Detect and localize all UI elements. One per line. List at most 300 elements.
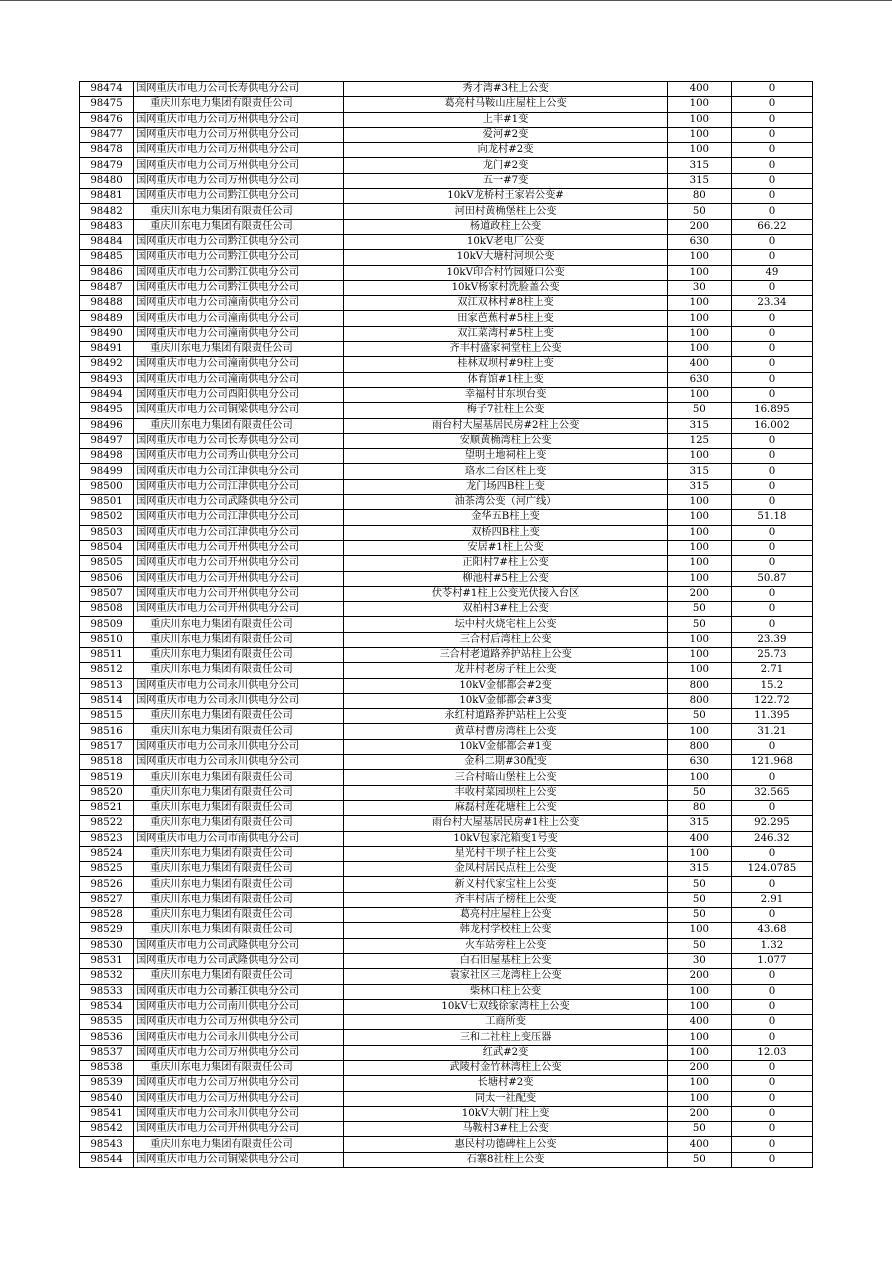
company-cell: 国网重庆市电力公司万州供电分公司 bbox=[134, 1015, 344, 1030]
row-id-cell: 98530 bbox=[80, 938, 134, 953]
table-row bbox=[80, 387, 813, 402]
value-cell: 1.077 bbox=[731, 953, 812, 968]
value-cell: 0 bbox=[731, 1137, 812, 1152]
capacity-cell: 400 bbox=[667, 831, 731, 846]
station-cell: 葛亮村马鞍山庄屋柱上公变 bbox=[344, 97, 667, 112]
company-cell: 重庆川东电力集团有限责任公司 bbox=[134, 816, 344, 831]
row-id-cell: 98525 bbox=[80, 862, 134, 877]
company-cell: 国网重庆市电力公司永川供电分公司 bbox=[134, 678, 344, 693]
row-id-cell: 98514 bbox=[80, 693, 134, 708]
station-cell: 火车站旁柱上公变 bbox=[344, 938, 667, 953]
company-cell: 国网重庆市电力公司江津供电分公司 bbox=[134, 510, 344, 525]
station-cell: 白石旧屋基柱上公变 bbox=[344, 953, 667, 968]
capacity-table bbox=[79, 81, 813, 1168]
capacity-cell: 200 bbox=[667, 969, 731, 984]
row-id-cell: 98487 bbox=[80, 280, 134, 295]
company-cell: 重庆川东电力集团有限责任公司 bbox=[134, 724, 344, 739]
row-id-cell: 98488 bbox=[80, 296, 134, 311]
capacity-cell: 50 bbox=[667, 403, 731, 418]
capacity-cell: 100 bbox=[667, 571, 731, 586]
value-cell: 0 bbox=[731, 800, 812, 815]
capacity-cell: 630 bbox=[667, 372, 731, 387]
table-row bbox=[80, 969, 813, 984]
value-cell: 0 bbox=[731, 846, 812, 861]
table-row bbox=[80, 709, 813, 724]
table-row bbox=[80, 800, 813, 815]
station-cell: 雨台村大屋基居民房#2柱上公变 bbox=[344, 418, 667, 433]
station-cell: 金凤村居民点柱上公变 bbox=[344, 862, 667, 877]
capacity-cell: 100 bbox=[667, 250, 731, 265]
row-id-cell: 98537 bbox=[80, 1045, 134, 1060]
row-id-cell: 98513 bbox=[80, 678, 134, 693]
table-row bbox=[80, 418, 813, 433]
table-row bbox=[80, 953, 813, 968]
table-row bbox=[80, 372, 813, 387]
station-cell: 三合村后湾柱上公变 bbox=[344, 632, 667, 647]
company-cell: 国网重庆市电力公司铜梁供电分公司 bbox=[134, 1152, 344, 1167]
row-id-cell: 98483 bbox=[80, 219, 134, 234]
capacity-cell: 100 bbox=[667, 525, 731, 540]
company-cell: 国网重庆市电力公司开州供电分公司 bbox=[134, 1122, 344, 1137]
row-id-cell: 98534 bbox=[80, 999, 134, 1014]
value-cell: 0 bbox=[731, 464, 812, 479]
row-id-cell: 98476 bbox=[80, 112, 134, 127]
value-cell: 0 bbox=[731, 1152, 812, 1167]
station-cell: 麻磊村莲花塘柱上公变 bbox=[344, 800, 667, 815]
table-row bbox=[80, 1030, 813, 1045]
value-cell: 0 bbox=[731, 586, 812, 601]
capacity-cell: 800 bbox=[667, 739, 731, 754]
station-cell: 10kV大塘村河坝公变 bbox=[344, 250, 667, 265]
capacity-cell: 100 bbox=[667, 97, 731, 112]
value-cell: 0 bbox=[731, 739, 812, 754]
table-row bbox=[80, 938, 813, 953]
row-id-cell: 98517 bbox=[80, 739, 134, 754]
value-cell: 122.72 bbox=[731, 693, 812, 708]
value-cell: 0 bbox=[731, 342, 812, 357]
capacity-cell: 100 bbox=[667, 1091, 731, 1106]
station-cell: 龙门#2变 bbox=[344, 158, 667, 173]
value-cell: 0 bbox=[731, 999, 812, 1014]
company-cell: 国网重庆市电力公司武隆供电分公司 bbox=[134, 495, 344, 510]
company-cell: 重庆川东电力集团有限责任公司 bbox=[134, 342, 344, 357]
capacity-cell: 100 bbox=[667, 770, 731, 785]
value-cell: 0 bbox=[731, 204, 812, 219]
value-cell: 2.91 bbox=[731, 892, 812, 907]
row-id-cell: 98496 bbox=[80, 418, 134, 433]
capacity-cell: 315 bbox=[667, 464, 731, 479]
value-cell: 49 bbox=[731, 265, 812, 280]
row-id-cell: 98527 bbox=[80, 892, 134, 907]
station-cell: 五一#7变 bbox=[344, 173, 667, 188]
table-row bbox=[80, 403, 813, 418]
table-row bbox=[80, 464, 813, 479]
station-cell: 红武#2变 bbox=[344, 1045, 667, 1060]
table-row bbox=[80, 357, 813, 372]
row-id-cell: 98482 bbox=[80, 204, 134, 219]
value-cell: 0 bbox=[731, 189, 812, 204]
station-cell: 10kV七双线徐家湾柱上公变 bbox=[344, 999, 667, 1014]
station-cell: 雨台村大屋基居民房#1柱上公变 bbox=[344, 816, 667, 831]
row-id-cell: 98523 bbox=[80, 831, 134, 846]
table-row bbox=[80, 311, 813, 326]
capacity-cell: 50 bbox=[667, 204, 731, 219]
station-cell: 新义村代家宝柱上公变 bbox=[344, 877, 667, 892]
station-cell: 韩龙村学校柱上公变 bbox=[344, 923, 667, 938]
station-cell: 石寨8社柱上公变 bbox=[344, 1152, 667, 1167]
company-cell: 国网重庆市电力公司开州供电分公司 bbox=[134, 571, 344, 586]
station-cell: 伏苓村#1柱上公变光伏接入台区 bbox=[344, 586, 667, 601]
table-row bbox=[80, 342, 813, 357]
row-id-cell: 98490 bbox=[80, 326, 134, 341]
capacity-cell: 315 bbox=[667, 479, 731, 494]
value-cell: 0 bbox=[731, 617, 812, 632]
company-cell: 国网重庆市电力公司开州供电分公司 bbox=[134, 540, 344, 555]
table-row bbox=[80, 326, 813, 341]
company-cell: 国网重庆市电力公司潼南供电分公司 bbox=[134, 311, 344, 326]
row-id-cell: 98508 bbox=[80, 602, 134, 617]
company-cell: 国网重庆市电力公司开州供电分公司 bbox=[134, 556, 344, 571]
capacity-cell: 100 bbox=[667, 510, 731, 525]
value-cell: 0 bbox=[731, 969, 812, 984]
company-cell: 国网重庆市电力公司铜梁供电分公司 bbox=[134, 403, 344, 418]
station-cell: 10kV金郁都会#1变 bbox=[344, 739, 667, 754]
capacity-cell: 100 bbox=[667, 540, 731, 555]
capacity-cell: 400 bbox=[667, 82, 731, 97]
company-cell: 重庆川东电力集团有限责任公司 bbox=[134, 418, 344, 433]
value-cell: 0 bbox=[731, 540, 812, 555]
capacity-cell: 315 bbox=[667, 158, 731, 173]
value-cell: 66.22 bbox=[731, 219, 812, 234]
row-id-cell: 98502 bbox=[80, 510, 134, 525]
table-row bbox=[80, 1106, 813, 1121]
capacity-cell: 80 bbox=[667, 800, 731, 815]
station-cell: 金科二期#30配变 bbox=[344, 755, 667, 770]
company-cell: 重庆川东电力集团有限责任公司 bbox=[134, 647, 344, 662]
station-cell: 安顺黄桷湾柱上公变 bbox=[344, 433, 667, 448]
capacity-cell: 100 bbox=[667, 724, 731, 739]
table-row bbox=[80, 678, 813, 693]
table-row bbox=[80, 816, 813, 831]
row-id-cell: 98494 bbox=[80, 387, 134, 402]
row-id-cell: 98539 bbox=[80, 1076, 134, 1091]
table-row bbox=[80, 724, 813, 739]
capacity-cell: 400 bbox=[667, 357, 731, 372]
value-cell: 121.968 bbox=[731, 755, 812, 770]
capacity-cell: 100 bbox=[667, 846, 731, 861]
value-cell: 0 bbox=[731, 1015, 812, 1030]
station-cell: 三和二社柱上变压器 bbox=[344, 1030, 667, 1045]
station-cell: 柴林口柱上公变 bbox=[344, 984, 667, 999]
company-cell: 国网重庆市电力公司万州供电分公司 bbox=[134, 143, 344, 158]
table-row bbox=[80, 617, 813, 632]
row-id-cell: 98518 bbox=[80, 755, 134, 770]
company-cell: 国网重庆市电力公司永川供电分公司 bbox=[134, 1030, 344, 1045]
capacity-cell: 50 bbox=[667, 877, 731, 892]
table-row bbox=[80, 877, 813, 892]
row-id-cell: 98541 bbox=[80, 1106, 134, 1121]
value-cell: 92.295 bbox=[731, 816, 812, 831]
row-id-cell: 98529 bbox=[80, 923, 134, 938]
table-row bbox=[80, 127, 813, 142]
company-cell: 国网重庆市电力公司永川供电分公司 bbox=[134, 1106, 344, 1121]
company-cell: 重庆川东电力集团有限责任公司 bbox=[134, 709, 344, 724]
capacity-cell: 50 bbox=[667, 892, 731, 907]
table-row bbox=[80, 892, 813, 907]
row-id-cell: 98480 bbox=[80, 173, 134, 188]
capacity-cell: 100 bbox=[667, 127, 731, 142]
company-cell: 重庆川东电力集团有限责任公司 bbox=[134, 846, 344, 861]
row-id-cell: 98485 bbox=[80, 250, 134, 265]
company-cell: 国网重庆市电力公司长寿供电分公司 bbox=[134, 82, 344, 97]
value-cell: 0 bbox=[731, 234, 812, 249]
station-cell: 10kV老电厂公变 bbox=[344, 234, 667, 249]
value-cell: 0 bbox=[731, 479, 812, 494]
company-cell: 国网重庆市电力公司市南供电分公司 bbox=[134, 831, 344, 846]
station-cell: 金华五B柱上变 bbox=[344, 510, 667, 525]
station-cell: 星光村干坝子柱上公变 bbox=[344, 846, 667, 861]
company-cell: 国网重庆市电力公司黔江供电分公司 bbox=[134, 250, 344, 265]
station-cell: 三合村暗山堡柱上公变 bbox=[344, 770, 667, 785]
table-row bbox=[80, 219, 813, 234]
value-cell: 16.895 bbox=[731, 403, 812, 418]
value-cell: 0 bbox=[731, 1061, 812, 1076]
station-cell: 双江双林村#8柱上变 bbox=[344, 296, 667, 311]
row-id-cell: 98493 bbox=[80, 372, 134, 387]
company-cell: 重庆川东电力集团有限责任公司 bbox=[134, 892, 344, 907]
table-row bbox=[80, 525, 813, 540]
row-id-cell: 98512 bbox=[80, 663, 134, 678]
table-row bbox=[80, 189, 813, 204]
company-cell: 国网重庆市电力公司万州供电分公司 bbox=[134, 1076, 344, 1091]
station-cell: 正阳村7#柱上公变 bbox=[344, 556, 667, 571]
capacity-cell: 100 bbox=[667, 632, 731, 647]
row-id-cell: 98519 bbox=[80, 770, 134, 785]
row-id-cell: 98505 bbox=[80, 556, 134, 571]
row-id-cell: 98479 bbox=[80, 158, 134, 173]
value-cell: 0 bbox=[731, 82, 812, 97]
table-row bbox=[80, 265, 813, 280]
company-cell: 重庆川东电力集团有限责任公司 bbox=[134, 877, 344, 892]
value-cell: 1.32 bbox=[731, 938, 812, 953]
row-id-cell: 98504 bbox=[80, 540, 134, 555]
capacity-cell: 100 bbox=[667, 265, 731, 280]
value-cell: 2.71 bbox=[731, 663, 812, 678]
table-row bbox=[80, 556, 813, 571]
value-cell: 0 bbox=[731, 449, 812, 464]
company-cell: 重庆川东电力集团有限责任公司 bbox=[134, 1061, 344, 1076]
row-id-cell: 98492 bbox=[80, 357, 134, 372]
table-row bbox=[80, 158, 813, 173]
table-row bbox=[80, 204, 813, 219]
capacity-cell: 100 bbox=[667, 143, 731, 158]
company-cell: 重庆川东电力集团有限责任公司 bbox=[134, 219, 344, 234]
value-cell: 12.03 bbox=[731, 1045, 812, 1060]
row-id-cell: 98503 bbox=[80, 525, 134, 540]
table-row bbox=[80, 510, 813, 525]
table-row bbox=[80, 586, 813, 601]
row-id-cell: 98497 bbox=[80, 433, 134, 448]
capacity-cell: 50 bbox=[667, 617, 731, 632]
company-cell: 国网重庆市电力公司万州供电分公司 bbox=[134, 1091, 344, 1106]
value-cell: 246.32 bbox=[731, 831, 812, 846]
company-cell: 国网重庆市电力公司开州供电分公司 bbox=[134, 602, 344, 617]
value-cell: 0 bbox=[731, 1122, 812, 1137]
table-row bbox=[80, 831, 813, 846]
table-row bbox=[80, 663, 813, 678]
row-id-cell: 98543 bbox=[80, 1137, 134, 1152]
company-cell: 重庆川东电力集团有限责任公司 bbox=[134, 97, 344, 112]
value-cell: 25.73 bbox=[731, 647, 812, 662]
capacity-cell: 800 bbox=[667, 678, 731, 693]
capacity-cell: 50 bbox=[667, 1122, 731, 1137]
station-cell: 武陵村金竹林湾柱上公变 bbox=[344, 1061, 667, 1076]
station-cell: 幸福村甘东坝台变 bbox=[344, 387, 667, 402]
capacity-cell: 100 bbox=[667, 342, 731, 357]
value-cell: 50.87 bbox=[731, 571, 812, 586]
value-cell: 0 bbox=[731, 525, 812, 540]
table-row bbox=[80, 693, 813, 708]
company-cell: 重庆川东电力集团有限责任公司 bbox=[134, 632, 344, 647]
value-cell: 0 bbox=[731, 250, 812, 265]
value-cell: 0 bbox=[731, 984, 812, 999]
row-id-cell: 98481 bbox=[80, 189, 134, 204]
value-cell: 0 bbox=[731, 143, 812, 158]
company-cell: 重庆川东电力集团有限责任公司 bbox=[134, 204, 344, 219]
capacity-cell: 50 bbox=[667, 602, 731, 617]
row-id-cell: 98510 bbox=[80, 632, 134, 647]
company-cell: 国网重庆市电力公司潼南供电分公司 bbox=[134, 326, 344, 341]
station-cell: 10kV金郁都会#3变 bbox=[344, 693, 667, 708]
capacity-cell: 30 bbox=[667, 953, 731, 968]
table-row bbox=[80, 433, 813, 448]
value-cell: 0 bbox=[731, 433, 812, 448]
table-row bbox=[80, 632, 813, 647]
row-id-cell: 98515 bbox=[80, 709, 134, 724]
value-cell: 0 bbox=[731, 173, 812, 188]
row-id-cell: 98475 bbox=[80, 97, 134, 112]
company-cell: 国网重庆市电力公司潼南供电分公司 bbox=[134, 357, 344, 372]
capacity-cell: 100 bbox=[667, 999, 731, 1014]
row-id-cell: 98531 bbox=[80, 953, 134, 968]
company-cell: 国网重庆市电力公司黔江供电分公司 bbox=[134, 280, 344, 295]
table-row bbox=[80, 173, 813, 188]
company-cell: 国网重庆市电力公司万州供电分公司 bbox=[134, 112, 344, 127]
row-id-cell: 98478 bbox=[80, 143, 134, 158]
value-cell: 0 bbox=[731, 495, 812, 510]
station-cell: 工商所变 bbox=[344, 1015, 667, 1030]
table-row bbox=[80, 984, 813, 999]
station-cell: 永红村道路养护站柱上公变 bbox=[344, 709, 667, 724]
capacity-cell: 100 bbox=[667, 647, 731, 662]
table-row bbox=[80, 755, 813, 770]
table-row bbox=[80, 770, 813, 785]
row-id-cell: 98544 bbox=[80, 1152, 134, 1167]
value-cell: 0 bbox=[731, 326, 812, 341]
capacity-cell: 100 bbox=[667, 296, 731, 311]
value-cell: 0 bbox=[731, 372, 812, 387]
capacity-cell: 50 bbox=[667, 908, 731, 923]
row-id-cell: 98524 bbox=[80, 846, 134, 861]
row-id-cell: 98538 bbox=[80, 1061, 134, 1076]
value-cell: 32.565 bbox=[731, 785, 812, 800]
station-cell: 河田村黄桷堡柱上公变 bbox=[344, 204, 667, 219]
capacity-cell: 100 bbox=[667, 387, 731, 402]
table-row bbox=[80, 1076, 813, 1091]
page-top-rule bbox=[0, 0, 892, 1]
row-id-cell: 98507 bbox=[80, 586, 134, 601]
table-row bbox=[80, 540, 813, 555]
row-id-cell: 98522 bbox=[80, 816, 134, 831]
table-row bbox=[80, 862, 813, 877]
table-row bbox=[80, 1045, 813, 1060]
company-cell: 国网重庆市电力公司南川供电分公司 bbox=[134, 999, 344, 1014]
table-row bbox=[80, 923, 813, 938]
company-cell: 国网重庆市电力公司秀山供电分公司 bbox=[134, 449, 344, 464]
capacity-cell: 400 bbox=[667, 1015, 731, 1030]
table-row bbox=[80, 1152, 813, 1167]
value-cell: 43.68 bbox=[731, 923, 812, 938]
row-id-cell: 98520 bbox=[80, 785, 134, 800]
value-cell: 0 bbox=[731, 602, 812, 617]
value-cell: 0 bbox=[731, 556, 812, 571]
table-row bbox=[80, 1137, 813, 1152]
capacity-cell: 100 bbox=[667, 1076, 731, 1091]
row-id-cell: 98506 bbox=[80, 571, 134, 586]
table-row bbox=[80, 846, 813, 861]
row-id-cell: 98486 bbox=[80, 265, 134, 280]
capacity-cell: 50 bbox=[667, 785, 731, 800]
company-cell: 国网重庆市电力公司江津供电分公司 bbox=[134, 525, 344, 540]
capacity-cell: 100 bbox=[667, 663, 731, 678]
company-cell: 国网重庆市电力公司江津供电分公司 bbox=[134, 464, 344, 479]
station-cell: 珞水二台区柱上变 bbox=[344, 464, 667, 479]
station-cell: 双柏村3#柱上公变 bbox=[344, 602, 667, 617]
row-id-cell: 98528 bbox=[80, 908, 134, 923]
company-cell: 重庆川东电力集团有限责任公司 bbox=[134, 800, 344, 815]
company-cell: 重庆川东电力集团有限责任公司 bbox=[134, 908, 344, 923]
table-row bbox=[80, 1091, 813, 1106]
station-cell: 10kV龙桥村王家岩公变# bbox=[344, 189, 667, 204]
company-cell: 重庆川东电力集团有限责任公司 bbox=[134, 862, 344, 877]
table-row bbox=[80, 479, 813, 494]
value-cell: 0 bbox=[731, 1106, 812, 1121]
value-cell: 0 bbox=[731, 387, 812, 402]
capacity-cell: 100 bbox=[667, 326, 731, 341]
value-cell: 0 bbox=[731, 1030, 812, 1045]
company-cell: 国网重庆市电力公司綦江供电分公司 bbox=[134, 984, 344, 999]
value-cell: 0 bbox=[731, 357, 812, 372]
value-cell: 11.395 bbox=[731, 709, 812, 724]
row-id-cell: 98489 bbox=[80, 311, 134, 326]
station-cell: 体育馆#1柱上变 bbox=[344, 372, 667, 387]
table-row bbox=[80, 143, 813, 158]
table-row bbox=[80, 785, 813, 800]
value-cell: 0 bbox=[731, 770, 812, 785]
row-id-cell: 98511 bbox=[80, 647, 134, 662]
table-row bbox=[80, 999, 813, 1014]
table-row bbox=[80, 908, 813, 923]
company-cell: 重庆川东电力集团有限责任公司 bbox=[134, 770, 344, 785]
company-cell: 国网重庆市电力公司永川供电分公司 bbox=[134, 739, 344, 754]
capacity-cell: 315 bbox=[667, 418, 731, 433]
value-cell: 124.0785 bbox=[731, 862, 812, 877]
row-id-cell: 98474 bbox=[80, 82, 134, 97]
station-cell: 袁家社区三龙湾柱上公变 bbox=[344, 969, 667, 984]
station-cell: 安居#1柱上公变 bbox=[344, 540, 667, 555]
row-id-cell: 98499 bbox=[80, 464, 134, 479]
value-cell: 0 bbox=[731, 908, 812, 923]
